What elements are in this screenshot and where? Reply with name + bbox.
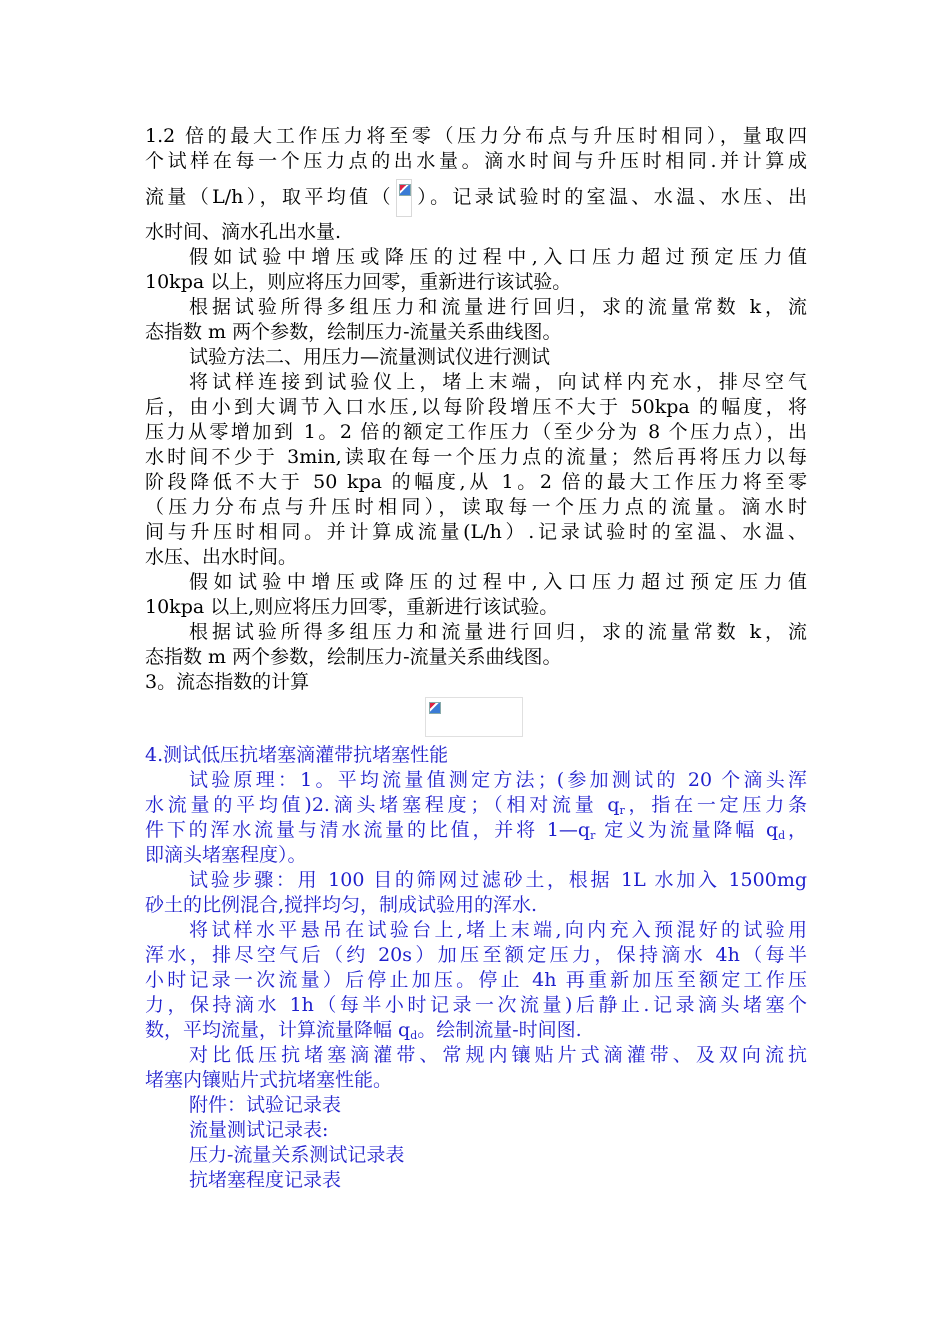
text-segment: ）。记录试验时的室温、水温、水压、出 <box>413 186 807 208</box>
text-line: 试验方法二、用压力—流量测试仪进行测试 <box>189 346 551 368</box>
text-line: 将试样连接到试验仪上，堵上末端，向试样内充水，排尽空气 <box>189 371 807 393</box>
text-line: 1.2 倍的最大工作压力将至零（压力分布点与升压时相同），量取四 <box>145 125 807 147</box>
text-line: 堵塞内镶贴片式抗堵塞性能。 <box>145 1069 393 1091</box>
text-segment: 件下的浑水流量与清水流量的比值，并将 1—q <box>145 819 591 841</box>
formula-block <box>145 695 807 743</box>
text-line: 砂土的比例混合,搅拌均匀，制成试验用的浑水. <box>145 894 538 916</box>
text-segment: 。绘制流量-时间图. <box>417 1019 582 1041</box>
text-line <box>145 818 807 843</box>
text-line: 对比低压抗堵塞滴灌带、常规内镶贴片式滴灌带、及双向流抗 <box>189 1044 807 1066</box>
text-line: 即滴头堵塞程度）。 <box>145 844 307 866</box>
subscript: r <box>619 804 625 817</box>
text-line: 流量测试记录表: <box>189 1119 329 1141</box>
text-line: 10kpa 以上,则应将压力回零，重新进行该试验。 <box>145 596 559 618</box>
text-line: 水时间、滴水孔出水量. <box>145 221 342 243</box>
inline-formula-image <box>396 179 412 217</box>
text-line: 个试样在每一个压力点的出水量。滴水时间与升压时相同.并计算成 <box>145 150 807 172</box>
text-line: 水时间不少于 3min,读取在每一个压力点的流量；然后再将压力以每 <box>145 446 807 468</box>
text-segment: 流量（L/h），取平均值（ <box>145 186 394 208</box>
text-segment: 数，平均流量，计算流量降幅 q <box>145 1019 411 1041</box>
broken-image-icon <box>429 702 441 714</box>
text-line: 根据试验所得多组压力和流量进行回归，求的流量常数 k，流 <box>189 296 807 318</box>
subscript: r <box>590 829 596 842</box>
text-line: 抗堵塞程度记录表 <box>189 1169 342 1191</box>
document-body <box>145 124 807 1193</box>
broken-image-icon <box>399 184 411 196</box>
text-line: 根据试验所得多组压力和流量进行回归，求的流量常数 k，流 <box>189 621 807 643</box>
text-line: 压力从零增加到 1。2 倍的额定工作压力（至少分为 8 个压力点），出 <box>145 421 807 443</box>
text-line: 阶段降低不大于 50 kpa 的幅度,从 1。2 倍的最大工作压力将至零 <box>145 471 807 493</box>
text-line: 假如试验中增压或降压的过程中,入口压力超过预定压力值 <box>189 571 807 593</box>
text-line: 后，由小到大调节入口水压,以每阶段增压不大于 50kpa 的幅度，将 <box>145 396 807 418</box>
text-segment: 水流量的平均值)2.滴头堵塞程度；（相对流量 q <box>145 794 620 816</box>
subscript: d <box>410 1029 418 1042</box>
text-line: 力，保持滴水 1h（每半小时记录一次流量)后静止.记录滴头堵塞个 <box>145 994 807 1016</box>
subscript: d <box>778 829 786 842</box>
text-line: 浑水，排尽空气后（约 20s）加压至额定压力，保持滴水 4h（每半 <box>145 944 807 966</box>
text-segment: ， <box>785 819 807 841</box>
section-heading: 4.测试低压抗堵塞滴灌带抗堵塞性能 <box>145 744 449 766</box>
text-line: 压力-流量关系测试记录表 <box>189 1144 405 1166</box>
text-line: 试验原理：1。平均流量值测定方法；(参加测试的 20 个滴头浑 <box>189 769 807 791</box>
text-segment: ，指在一定压力条 <box>624 794 807 816</box>
text-line: 试验步骤：用 100 目的筛网过滤砂土，根据 1L 水加入 1500mg <box>189 869 807 891</box>
text-line: 假如试验中增压或降压的过程中,入口压力超过预定压力值 <box>189 246 807 268</box>
text-line: 间与升压时相同。并计算成流量(L/h）.记录试验时的室温、水温、 <box>145 521 807 543</box>
formula-image <box>425 697 523 737</box>
section-heading: 3。流态指数的计算 <box>145 671 310 693</box>
text-line-with-image <box>145 174 807 220</box>
section-4 <box>145 743 807 1193</box>
text-line <box>145 1018 807 1043</box>
text-line: 态指数 m 两个参数，绘制压力-流量关系曲线图。 <box>145 321 562 343</box>
text-line: 小时记录一次流量）后停止加压。停止 4h 再重新加压至额定工作压 <box>145 969 807 991</box>
text-line <box>145 793 807 818</box>
text-line: （压力分布点与升压时相同），读取每一个压力点的流量。滴水时 <box>145 496 807 518</box>
text-line: 态指数 m 两个参数，绘制压力-流量关系曲线图。 <box>145 646 562 668</box>
text-line: 10kpa 以上，则应将压力回零，重新进行该试验。 <box>145 271 572 293</box>
text-line: 附件：试验记录表 <box>189 1094 342 1116</box>
text-line: 水压、出水时间。 <box>145 546 298 568</box>
text-line: 将试样水平悬吊在试验台上,堵上末端,向内充入预混好的试验用 <box>189 919 807 941</box>
text-segment: 定义为流量降幅 q <box>595 819 779 841</box>
